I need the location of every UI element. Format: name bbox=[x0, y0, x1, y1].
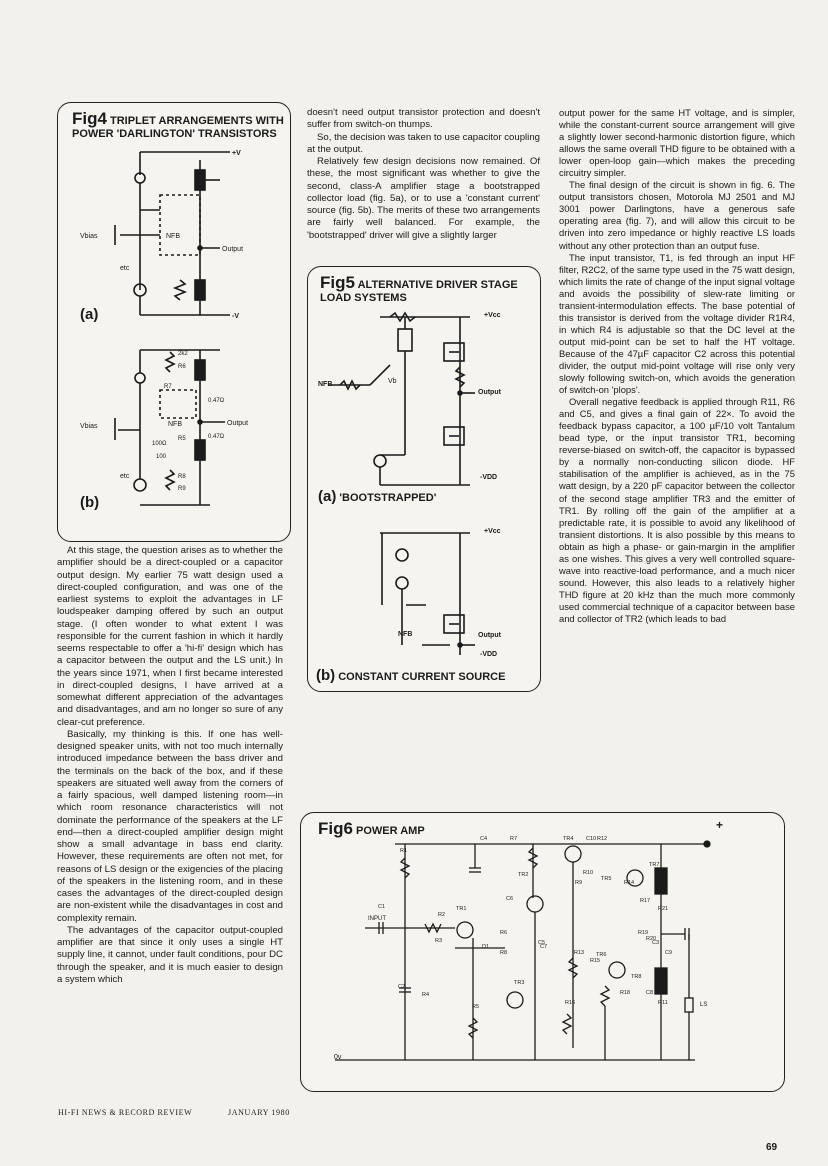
fig6-part-label-r20: R20 bbox=[646, 936, 657, 942]
fig6-part-label-r3: R3 bbox=[435, 938, 443, 944]
fig6-part-label-r17: R17 bbox=[640, 898, 651, 904]
fig6-part-label-c1: C1 bbox=[378, 904, 386, 910]
fig6-part-label-c6: C6 bbox=[506, 896, 514, 902]
fig6-part-label-r21: R21 bbox=[658, 906, 669, 912]
fig4b-darlington-top bbox=[195, 360, 205, 380]
col3-paragraph-1: output power for the same HT voltage, and is simpler, while the constant-current source arrangement will give a slightly lower second-harmonic distortion figure, which allows the same overall THD figure to be obtained with a lower open-loop gain—which makes the preceding circuitry simpler. bbox=[559, 107, 795, 179]
fig4b-current-source bbox=[135, 373, 145, 383]
fig4a-darlington-bottom bbox=[195, 280, 205, 300]
fig6-part-label-tr6: TR6 bbox=[596, 952, 607, 958]
fig5-lbl-nfb-a: NFB bbox=[318, 381, 333, 388]
fig5-lbl-vb: Vb bbox=[388, 378, 397, 385]
fig5a-diag bbox=[370, 365, 390, 385]
col2-paragraph-3: Relatively few design decisions now remained. Of these, the most significant was whether to give the second, class-A amplifier stage a bootstrapped collector load (fig. 5a), or to use a 'constant current' source (fig. 5b). The merits of these two arrangements are fairly well balanced. For example, the 'bootstrapped' driver will give a slightly larger bbox=[307, 156, 540, 241]
fig6-tr6 bbox=[609, 962, 625, 978]
fig5b-ccs-transistor-2 bbox=[396, 577, 408, 589]
fig4-lbl-nfb-a: NFB bbox=[166, 233, 180, 240]
col3-paragraph-2: The final design of the circuit is shown in fig. 6. The output transistors chosen, Motorola MJ 2501 and MJ 3001 power Darlingtons, have a generous safe operating area (fig. 7), and will allow this circuit to be driven into zero impedance or highly reactive LS loads without any other protection than an output fuse. bbox=[559, 179, 795, 251]
fig5-schematic bbox=[310, 305, 538, 665]
fig4-lbl-etc-a: etc bbox=[120, 265, 130, 272]
fig4-lbl-output-a: Output bbox=[222, 246, 244, 253]
fig6-part-label-c10: C10 bbox=[586, 836, 597, 842]
fig6-part-label-c4: C4 bbox=[480, 836, 488, 842]
fig4b-darlington-bottom bbox=[195, 440, 205, 460]
col2-paragraph-2: So, the decision was taken to use capacitor coupling at the output. bbox=[307, 131, 540, 155]
fig4-lbl-047b: 0.47Ω bbox=[208, 434, 225, 440]
fig5-lbl-output-b: Output bbox=[478, 632, 501, 639]
fig6-tr8 bbox=[655, 968, 667, 994]
fig4-lbl-vbias-b: Vbias bbox=[80, 423, 98, 430]
fig6-part-label-r10: R10 bbox=[583, 870, 594, 876]
fig4-number: Fig4 bbox=[72, 109, 107, 128]
fig4-schematic bbox=[60, 140, 286, 536]
fig4-lbl-vplus: +V bbox=[232, 150, 241, 157]
fig6-title-text: POWER AMP bbox=[356, 825, 425, 837]
fig4-label-a: (a) bbox=[80, 306, 99, 323]
column-1 bbox=[57, 545, 283, 986]
fig6-part-label-c9: C9 bbox=[665, 950, 673, 956]
fig6-lbl-input: INPUT bbox=[368, 916, 386, 922]
fig4-lbl-etc-b: etc bbox=[120, 473, 130, 480]
fig6-r16 bbox=[563, 1014, 571, 1034]
fig4-lbl-100r: 100Ω bbox=[152, 441, 167, 447]
fig6-plus-terminal bbox=[704, 841, 710, 847]
fig6-part-label-tr3: TR3 bbox=[514, 980, 525, 986]
fig6-lbl-ls: LS bbox=[700, 1002, 708, 1008]
fig6-part-label-tr2: TR2 bbox=[518, 872, 529, 878]
fig5a-driver-transistor bbox=[374, 455, 386, 467]
fig5-lbl-vcc-a: +Vcc bbox=[484, 312, 501, 319]
fig6-part-label-d1: D1 bbox=[482, 944, 490, 950]
fig6-r15 bbox=[601, 986, 609, 1006]
col1-paragraph-1: At this stage, the question arises as to whether the amplifier should be a direct-coupled or a capacitor output design. My earlier 75 watt design used a direct-coupled configuration, and was one of the earliest systems to exploit the advantages in LF loudspeaker damping offered by such an output stage. (I often wonder to what extent I was responsible for the current fashion in which it hardly seems respectable to offer a 'hi-fi' design which has a capacitor between the output and the LS unit.) In the years since 1971, when I first became interested in direct-coupled designs, I have arrived at a somewhat different appreciation of the advantages and disadvantages, and am no longer so sure of any clear-cut preference. bbox=[57, 545, 283, 728]
fig6-lbl-0v: 0v bbox=[334, 1054, 342, 1061]
fig6-lbl-plus: + bbox=[716, 818, 724, 832]
fig6-part-label-r1: R1 bbox=[400, 848, 408, 854]
fig6-tr7 bbox=[655, 868, 667, 894]
fig5-lbl-vdd-a: -VDD bbox=[480, 474, 498, 481]
fig5-title bbox=[320, 273, 520, 305]
fig5-title-text: ALTERNATIVE DRIVER STAGE LOAD SYSTEMS bbox=[320, 279, 518, 304]
fig6-tr3 bbox=[507, 992, 523, 1008]
fig5-number: Fig5 bbox=[320, 273, 355, 292]
fig6-tr1 bbox=[457, 922, 473, 938]
footer-date: JANUARY 1980 bbox=[228, 1108, 290, 1117]
fig6-tr2 bbox=[527, 896, 543, 912]
fig5-label-b: (b) bbox=[316, 667, 336, 684]
fig6-part-label-r9: R9 bbox=[575, 880, 583, 886]
fig4-lbl-r9: R9 bbox=[178, 486, 186, 492]
fig4b-resistor-r6 bbox=[166, 352, 174, 372]
fig6-part-label-r14: R14 bbox=[624, 880, 635, 886]
fig4-lbl-r6: R6 bbox=[178, 364, 186, 370]
fig5-lbl-output-a: Output bbox=[478, 389, 501, 396]
fig4-lbl-2k2: 2k2 bbox=[178, 351, 188, 357]
fig4-lbl-r8: R8 bbox=[178, 474, 186, 480]
fig6-part-label-r16: R16 bbox=[565, 1000, 576, 1006]
fig6-part-label-r6: R6 bbox=[500, 930, 508, 936]
fig6-part-label-tr7: TR7 bbox=[649, 862, 660, 868]
fig4b-resistor-r8 bbox=[166, 470, 174, 490]
fig6-loudspeaker bbox=[685, 998, 693, 1012]
fig6-part-label-tr1: TR1 bbox=[456, 906, 467, 912]
fig4-label-b: (b) bbox=[80, 494, 100, 511]
col2-paragraph-1: doesn't need output transistor protection and doesn't suffer from switch-on thumps. bbox=[307, 107, 540, 131]
fig6-part-label-tr4: TR4 bbox=[563, 836, 574, 842]
fig6-part-label-r5: R5 bbox=[472, 1004, 480, 1010]
column-3 bbox=[559, 107, 795, 625]
fig6-part-label-c8: C8 bbox=[646, 990, 654, 996]
fig5b-output-node bbox=[458, 643, 462, 647]
fig5-caption-b-text: CONSTANT CURRENT SOURCE bbox=[338, 671, 506, 683]
col1-paragraph-2: Basically, my thinking is this. If one has well-designed speaker units, with not too much internally introduced impedance between the bass driver and the terminals on the back of the box, and if these speakers are situated well away from the corners of a fairly spacious, well damped listening room—in which room resonance characteristics will not dominate the performance of the speakers at the LF end—then a direct-coupled amplifier design might show a small advantage in bass end clarity. However, these requirements are often not met, for reasons of LS design or the exigencies of the placing of the speakers in the listening room, and in these cases the advantages of the direct-coupled design are non-existent while the disadvantages in cost and complexity remain. bbox=[57, 728, 283, 924]
fig6-part-label-r19: R19 bbox=[638, 930, 649, 936]
fig6-part-label-r13: R13 bbox=[574, 950, 585, 956]
fig6-schematic bbox=[305, 838, 779, 1086]
fig5-lbl-vdd-b: -VDD bbox=[480, 651, 498, 658]
fig4-lbl-vminus: -V bbox=[232, 313, 239, 320]
fig4-title bbox=[72, 109, 287, 141]
col3-paragraph-4: Overall negative feedback is applied through R11, R6 and C5, and gives a final gain of 22×. To avoid the feedback bypass capacitor, a 100 µF/10 volt Tantalum bead type, or the input transistor TR1, becoming reverse-biased on switch-off, the capacitor is bypassed by a normally non-conducting silicon diode. HF stabilisation of the amplifier is achieved, as in the 75 watt design, by a 220 pF capacitor between the collector of the second stage amplifier TR3 and the emitter of TR1. By rolling off the gain of the amplifier at a predictable rate, it is possible to avoid any likelihood of transient distortions. It is also possible by this means to obtain as high a phase- or gain-margin in the amplifier as one wishes. This gives a very well controlled square-wave into reactive-load performance, and a much nicer sound. However, this also leads to a relatively higher THD figure at 20 kHz than the much more commonly used commercial technique of a capacitor between base and collector of TR2 (which leads to bad bbox=[559, 396, 795, 624]
fig4-lbl-output-b: Output bbox=[227, 420, 249, 427]
fig4b-transistor bbox=[134, 479, 146, 491]
fig6-title bbox=[318, 819, 425, 838]
fig6-part-label-c2: C2 bbox=[398, 984, 406, 990]
fig5b-ccs-transistor-1 bbox=[396, 549, 408, 561]
fig6-part-label-r12: R12 bbox=[597, 836, 608, 842]
fig6-part-label-r11: R11 bbox=[658, 1000, 668, 1006]
fig6-part-label-r7: R7 bbox=[510, 836, 518, 842]
fig6-part-label-c5: C5 bbox=[538, 940, 546, 946]
fig4b-dashed-block bbox=[160, 390, 196, 418]
fig5-lbl-vcc-b: +Vcc bbox=[484, 528, 501, 535]
fig4-lbl-r5: R5 bbox=[178, 436, 186, 442]
fig6-part-label-r4: R4 bbox=[422, 992, 430, 998]
fig4a-dashed-block bbox=[160, 195, 200, 255]
column-2 bbox=[307, 107, 540, 242]
fig6-part-label-r18: R18 bbox=[620, 990, 631, 996]
fig4-lbl-vbias-a: Vbias bbox=[80, 233, 98, 240]
fig6-part-label-tr5: TR5 bbox=[601, 876, 612, 882]
fig6-part-label-c7: C7 bbox=[540, 944, 548, 950]
fig5-lbl-nfb-b: NFB bbox=[398, 631, 413, 638]
fig4a-resistor bbox=[175, 280, 185, 300]
fig6-part-label-tr8: TR8 bbox=[631, 974, 642, 980]
fig4-lbl-nfb-b: NFB bbox=[168, 421, 182, 428]
fig6-part-label-c3: C3 bbox=[652, 940, 660, 946]
fig5a-output-node bbox=[458, 391, 462, 395]
fig5-caption-a-text: 'BOOTSTRAPPED' bbox=[339, 492, 437, 504]
col3-paragraph-3: The input transistor, T1, is fed through an input HF filter, R2C2, of the same type used in the 75 watt design, which limits the rate of change of the input signal voltage and avoids the possibility of slew-rate limiting or transient-intermodulation effects. The base potential of this transistor is derived from the voltage divider R1R4, in which R4 is adjustable so that the DC level at the output mid-point can be set to half the HT voltage. Because of the 47µF capacitor C2 across this potential divider, the output mid-point voltage will rise only very slowly following switch-on, which avoids the generation of switch-on 'plops'. bbox=[559, 251, 795, 396]
fig4-lbl-r7: R7 bbox=[164, 384, 172, 390]
footer-publication: HI-FI NEWS & RECORD REVIEW bbox=[58, 1108, 193, 1117]
fig4-lbl-047a: 0.47Ω bbox=[208, 398, 225, 404]
fig5-caption-b bbox=[316, 667, 505, 684]
fig6-part-label-r8: R8 bbox=[500, 950, 508, 956]
fig6-part-label-r2: R2 bbox=[438, 912, 446, 918]
fig4a-darlington-top bbox=[195, 170, 205, 190]
fig5a-capacitor bbox=[398, 329, 412, 351]
fig4-title-text: TRIPLET ARRANGEMENTS WITH POWER 'DARLINGTON' TRANSISTORS bbox=[72, 115, 284, 140]
fig6-number: Fig6 bbox=[318, 819, 353, 838]
fig4b-output-node bbox=[198, 420, 202, 424]
fig6-tr4 bbox=[565, 846, 581, 862]
page-number: 69 bbox=[766, 1142, 778, 1153]
fig5-label-a: (a) bbox=[318, 488, 337, 505]
fig4-lbl-100: 100 bbox=[156, 454, 167, 460]
fig6-part-label-r15: R15 bbox=[590, 958, 601, 964]
col1-paragraph-3: The advantages of the capacitor output-coupled amplifier are that since it only uses a single HT supply line, it cannot, under fault conditions, pour DC through the speaker, and it is much easier to design a system which bbox=[57, 924, 283, 985]
